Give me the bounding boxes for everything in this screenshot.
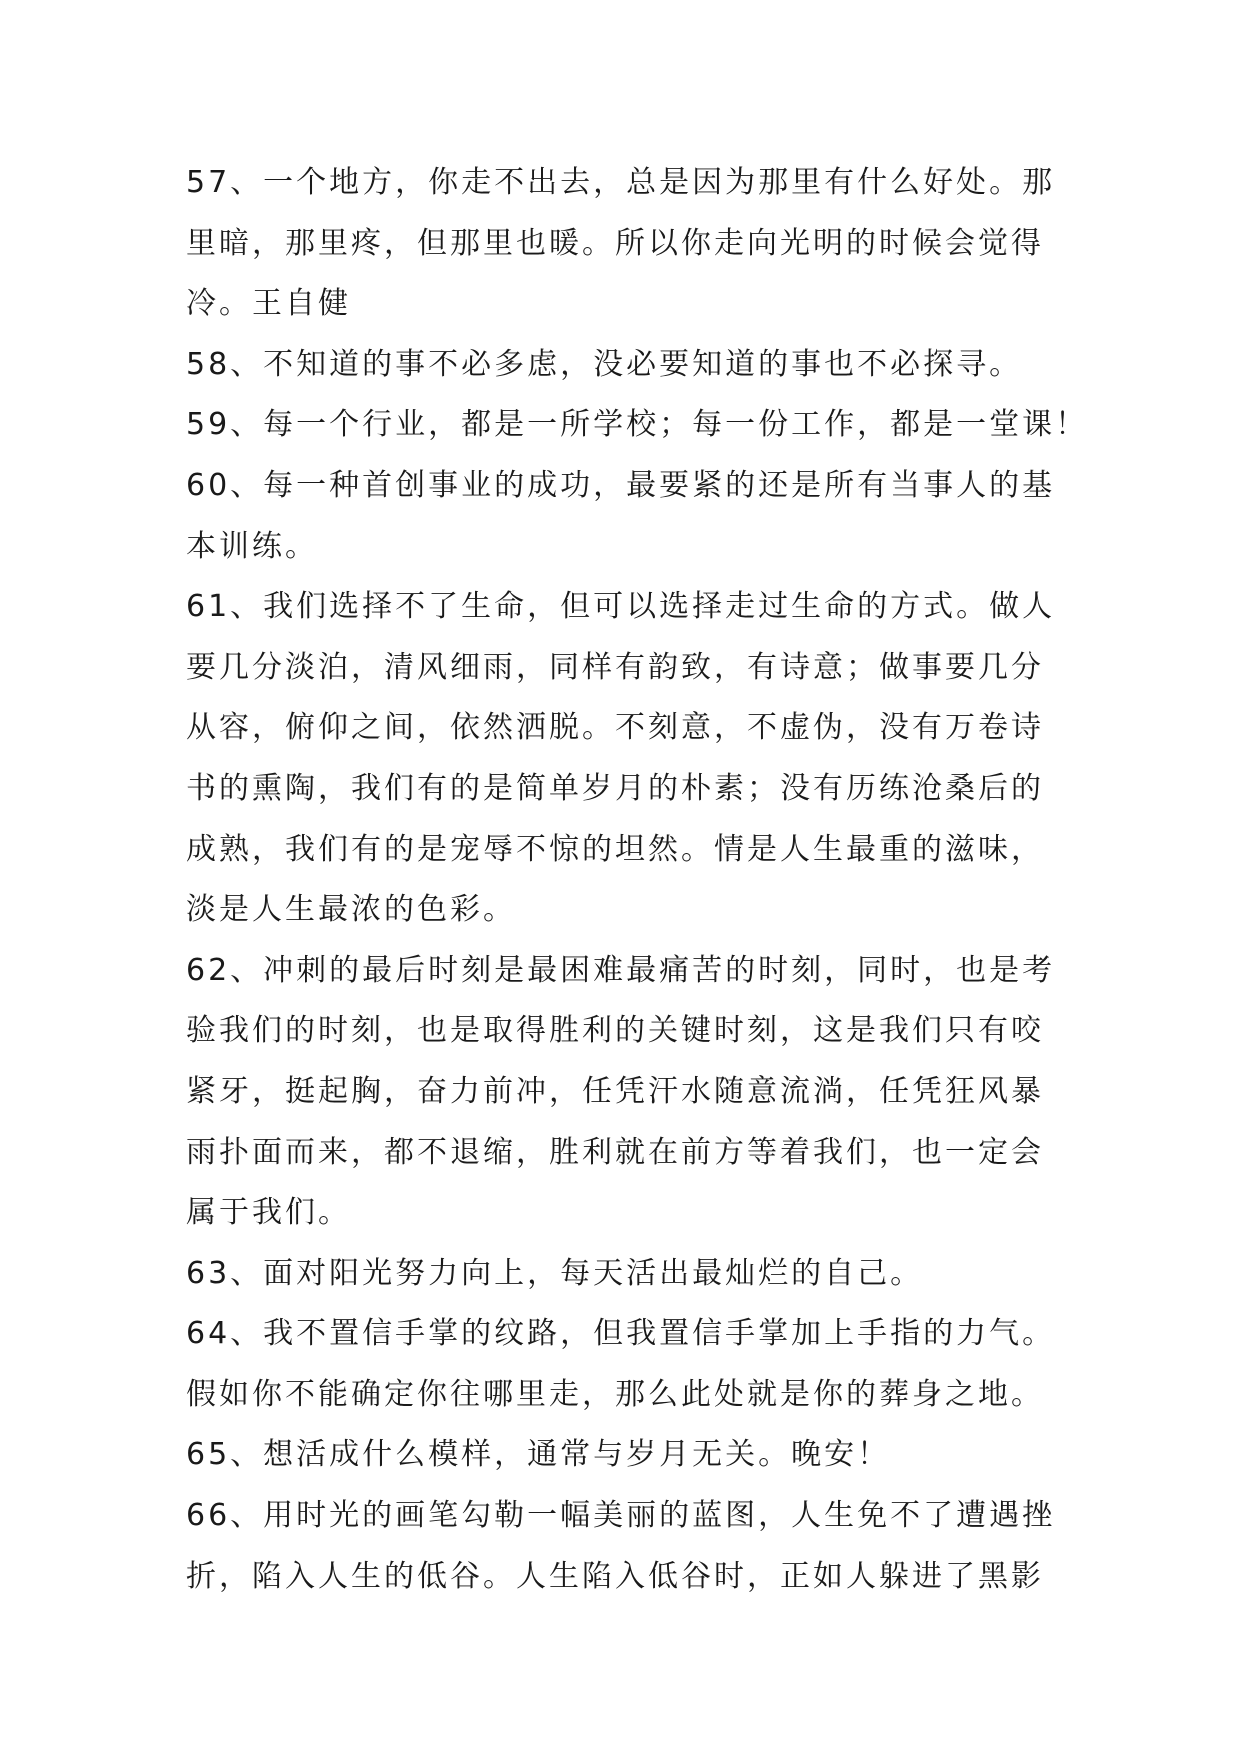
text-line: 60、每一种首创事业的成功，最要紧的还是所有当事人的基 <box>186 467 1056 503</box>
text-line: 本训练。 <box>186 528 318 564</box>
text-line: 紧牙，挺起胸，奋力前冲，任凭汗水随意流淌，任凭狂风暴 <box>186 1073 1044 1109</box>
text-line: 验我们的时刻，也是取得胜利的关键时刻，这是我们只有咬 <box>186 1013 1044 1049</box>
text-line: 59、每一个行业，都是一所学校；每一份工作，都是一堂课！ <box>186 407 1089 443</box>
text-line: 成熟，我们有的是宠辱不惊的坦然。情是人生最重的滋味， <box>186 831 1044 867</box>
text-line: 里暗，那里疼，但那里也暖。所以你走向光明的时候会觉得 <box>186 225 1044 261</box>
text-line: 淡是人生最浓的色彩。 <box>186 892 516 928</box>
text-line: 65、想活成什么模样，通常与岁月无关。晚安！ <box>186 1437 891 1473</box>
text-line: 58、不知道的事不必多虑，没必要知道的事也不必探寻。 <box>186 346 1023 382</box>
text-line: 折，陷入人生的低谷。人生陷入低谷时，正如人躲进了黑影 <box>186 1558 1044 1594</box>
text-line: 61、我们选择不了生命，但可以选择走过生命的方式。做人 <box>186 589 1056 625</box>
text-line: 假如你不能确定你往哪里走，那么此处就是你的葬身之地。 <box>186 1376 1044 1412</box>
text-line: 雨扑面而来，都不退缩，胜利就在前方等着我们，也一定会 <box>186 1134 1044 1170</box>
text-line: 要几分淡泊，清风细雨，同样有韵致，有诗意；做事要几分 <box>186 649 1044 685</box>
text-line: 书的熏陶，我们有的是简单岁月的朴素；没有历练沧桑后的 <box>186 770 1044 806</box>
text-line: 从容，俯仰之间，依然洒脱。不刻意，不虚伪，没有万卷诗 <box>186 710 1044 746</box>
text-line: 属于我们。 <box>186 1195 351 1231</box>
text-line: 62、冲刺的最后时刻是最困难最痛苦的时刻，同时，也是考 <box>186 952 1056 988</box>
text-line: 57、一个地方，你走不出去，总是因为那里有什么好处。那 <box>186 165 1056 200</box>
text-line: 66、用时光的画笔勾勒一幅美丽的蓝图，人生免不了遭遇挫 <box>186 1498 1056 1534</box>
text-line: 63、面对阳光努力向上，每天活出最灿烂的自己。 <box>186 1255 924 1291</box>
text-line: 64、我不置信手掌的纹路，但我置信手掌加上手指的力气。 <box>186 1316 1056 1352</box>
text-line: 冷。王自健 <box>186 286 351 322</box>
document-body <box>186 153 1089 1607</box>
